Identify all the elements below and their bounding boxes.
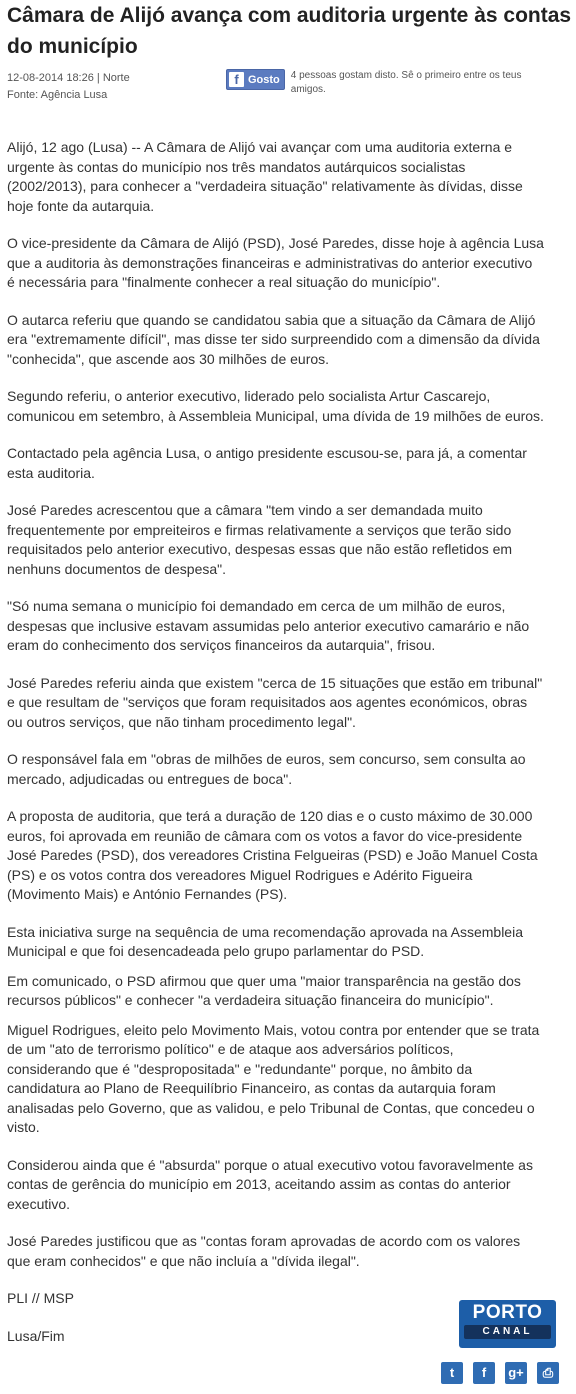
paragraph-line: hoje fonte da autarquia.: [7, 197, 155, 214]
article-body: [7, 138, 576, 1364]
porto-canal-logo[interactable]: [459, 1300, 556, 1348]
article-date-region: 12-08-2014 18:26 | Norte: [7, 72, 130, 84]
article-paragraph: [7, 1021, 576, 1138]
article-source: Fonte: Agência Lusa: [7, 89, 108, 101]
paragraph-line: frequentemente por empreiteiros e firmas relativamente a serviços que terão sido: [7, 521, 512, 538]
article-paragraph: [7, 234, 576, 293]
paragraph-line: comunicou em setembro, à Assembleia Municipal, uma dívida de 19 milhões de euros.: [7, 407, 544, 424]
paragraph-line: O responsável fala em "obras de milhões de euros, sem concurso, sem consulta ao: [7, 751, 526, 767]
article-paragraph: [7, 923, 576, 962]
article-paragraph: [7, 387, 576, 426]
article-paragraph: [7, 674, 576, 733]
paragraph-line: contas de gerência do município em 2013, aceitando assim as contas do anterior: [7, 1176, 511, 1192]
paragraph-line: O vice-presidente da Câmara de Alijó (PSD), José Paredes, disse hoje à agência Lusa: [7, 235, 544, 251]
facebook-share-icon[interactable]: f: [473, 1362, 495, 1384]
paragraph-line: de um "ato de terrorismo político" e de ataque aos adversários políticos,: [7, 1041, 454, 1057]
article-paragraph: [7, 311, 576, 370]
facebook-like-button[interactable]: [226, 69, 285, 90]
paragraph-line: que a auditoria às demonstrações financeiras e administrativas do anterior executivo: [7, 254, 533, 271]
paragraph-line: mercado, adjudicadas ou entregues de boca".: [7, 770, 293, 787]
facebook-like-label: Gosto: [248, 73, 280, 86]
logo-canal-text: CANAL: [464, 1325, 551, 1339]
paragraph-line: requisitados pelo anterior executivo, despesas essas que não estão refletidos em: [7, 541, 513, 557]
paragraph-line: (PS) e os votos contra dos vereadores Miguel Rodrigues e Adérito Figueira: [7, 866, 473, 883]
paragraph-line: (Movimento Mais) e António Fernandes (PS).: [7, 886, 288, 902]
article-meta: [7, 70, 130, 104]
article-paragraph: [7, 501, 576, 579]
paragraph-line: recursos públicos" e conhecer "a verdadeira situação financeira do município".: [7, 992, 494, 1008]
twitter-share-icon[interactable]: t: [441, 1362, 463, 1384]
paragraph-line: euros, foi aprovada em reunião de câmara com os votos a favor do vice-presidente: [7, 827, 523, 844]
article-title: Câmara de Alijó avança com auditoria urgente às contas do município: [7, 4, 572, 58]
google-plus-share-icon[interactable]: g+: [505, 1362, 527, 1384]
article-paragraph: [7, 597, 576, 656]
paragraph-line: visto.: [7, 1119, 40, 1135]
article-paragraph: [7, 750, 576, 789]
share-buttons: [441, 1362, 559, 1384]
paragraph-line: analisadas pelo Governo, que as validou, e pelo Tribunal de Contas, que concedeu o: [7, 1099, 535, 1116]
paragraph-line: nenhuns documentos de despesa".: [7, 560, 227, 577]
paragraph-line: Municipal e que foi desencadeada pelo grupo parlamentar do PSD.: [7, 943, 425, 959]
paragraph-line: Alijó, 12 ago (Lusa) -- A Câmara de Alijó vai avançar com uma auditoria externa e: [7, 139, 513, 155]
paragraph-line: é necessária para "finalmente conhecer a real situação do município".: [7, 274, 441, 290]
paragraph-line: Contactado pela agência Lusa, o antigo presidente escusou-se, para já, a comentar: [7, 445, 527, 461]
facebook-like-widget: [226, 69, 531, 97]
paragraph-line: José Paredes referiu ainda que existem "cerca de 15 situações que estão em tribunal": [7, 674, 543, 691]
article-paragraph: [7, 444, 576, 483]
article-paragraph: [7, 138, 576, 216]
paragraph-line: Lusa/Fim: [7, 1327, 65, 1344]
paragraph-line: urgente às contas do município nos três mandatos autárquicos socialistas: [7, 158, 466, 175]
paragraph-line: Esta iniciativa surge na sequência de uma recomendação aprovada na Assembleia: [7, 923, 523, 940]
logo-porto-text: PORTO: [472, 1302, 543, 1323]
paragraph-line: despesas que inclusive estavam assumidas pelo anterior executivo camarário e não: [7, 617, 530, 634]
paragraph-line: O autarca referiu que quando se candidatou sabia que a situação da Câmara de Alijó: [7, 311, 536, 328]
facebook-f-icon: f: [229, 72, 244, 87]
article-paragraph: [7, 1232, 576, 1271]
paragraph-line: Em comunicado, o PSD afirmou que quer uma "maior transparência na gestão dos: [7, 972, 521, 989]
paragraph-line: José Paredes acrescentou que a câmara "tem vindo a ser demandada muito: [7, 502, 483, 518]
paragraph-line: executivo.: [7, 1195, 71, 1212]
paragraph-line: ou outros serviços, que não tinham procedimento legal".: [7, 713, 356, 730]
paragraph-line: Considerou ainda que é "absurda" porque o atual executivo votou favoravelmente as: [7, 1156, 533, 1173]
paragraph-line: A proposta de auditoria, que terá a duração de 120 dias e o custo máximo de 30.000: [7, 808, 533, 824]
article-paragraph: [7, 807, 576, 905]
paragraph-line: que eram conhecidos" e que não incluía a "dívida ilegal".: [7, 1252, 360, 1269]
paragraph-line: eram do conhecimento dos serviços financeiros da autarquia", frisou.: [7, 637, 436, 653]
paragraph-line: Miguel Rodrigues, eleito pelo Movimento Mais, votou contra por entender que se trata: [7, 1021, 540, 1038]
article-paragraph: [7, 1156, 576, 1215]
paragraph-line: (2002/2013), para conhecer a "verdadeira situação" relativamente às dívidas, disse: [7, 178, 523, 194]
paragraph-line: candidatura ao Plano de Reequilíbrio Financeiro, as contas da autarquia foram: [7, 1080, 496, 1096]
facebook-social-text: 4 pessoas gostam disto. Sê o primeiro entre os teus amigos.: [290, 70, 522, 95]
paragraph-line: José Paredes (PSD), dos vereadores Cristina Felgueiras (PSD) e João Manuel Costa: [7, 847, 538, 863]
paragraph-line: era "extremamente difícil", mas disse ter sido surpreendido com a dimensão da dívida: [7, 331, 540, 347]
paragraph-line: e que resultam de "serviços que foram requisitados aos agentes económicos, obras: [7, 694, 528, 710]
print-icon[interactable]: ⎙: [537, 1362, 559, 1384]
paragraph-line: PLI // MSP: [7, 1290, 74, 1306]
paragraph-line: José Paredes justificou que as "contas foram aprovadas de acordo com os valores: [7, 1233, 521, 1249]
article-paragraph: [7, 972, 576, 1011]
paragraph-line: considerando que é "despropositada" e "redundante" porque, no âmbito da: [7, 1060, 473, 1077]
paragraph-line: "Só numa semana o município foi demandado em cerca de um milhão de euros,: [7, 598, 506, 614]
paragraph-line: Segundo referiu, o anterior executivo, liderado pelo socialista Artur Cascarejo,: [7, 388, 491, 404]
paragraph-line: esta auditoria.: [7, 464, 95, 481]
paragraph-line: "conhecida", que ascende aos 30 milhões de euros.: [7, 350, 330, 367]
